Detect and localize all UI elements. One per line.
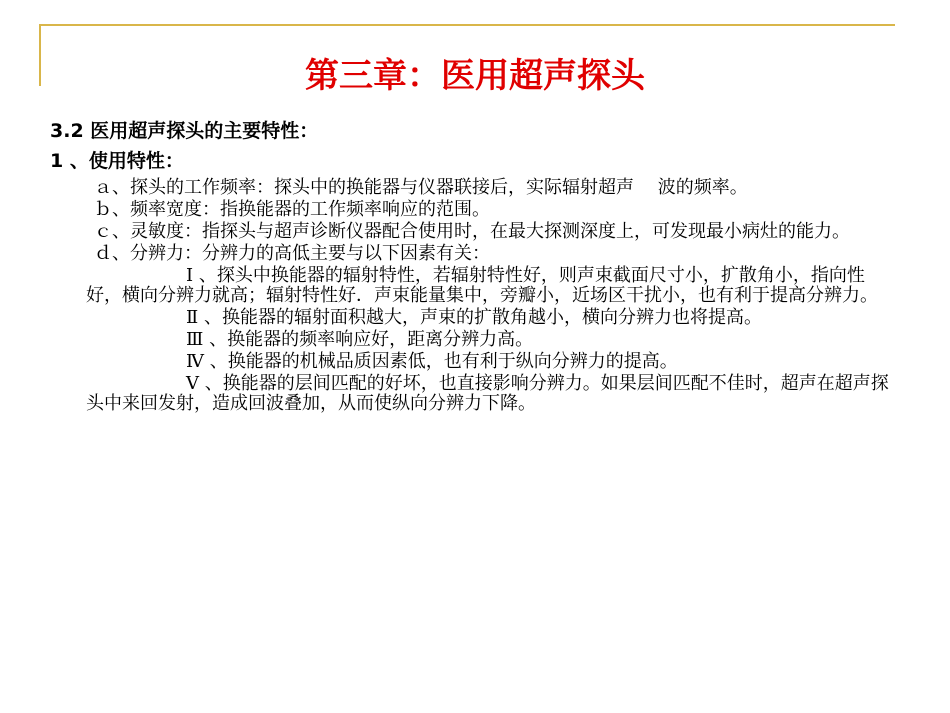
paragraph-factor-2: Ⅱ 、换能器的辐射面积越大，声束的扩散角越小，横向分辨力也将提高。 (186, 307, 762, 328)
frame-top-rule (39, 24, 895, 26)
subsection-heading: 1 、使用特性： (50, 150, 184, 172)
paragraph-factor-5: Ⅴ 、换能器的层间匹配的好坏，也直接影响分辨力。如果层间匹配不佳时，超声在超声探头中来回发射，造成回波叠加，从而使纵向分辨力下降。 (86, 373, 889, 414)
paragraph-resolution: ｄ、分辨力：分辨力的高低主要与以下因素有关： (94, 243, 490, 264)
slide-body (86, 178, 896, 416)
paragraph-factor-4: Ⅳ 、换能器的机械品质因素低，也有利于纵向分辨力的提高。 (186, 351, 678, 372)
paragraph-frequency-width: ｂ、频率宽度：指换能器的工作频率响应的范围。 (94, 199, 490, 220)
paragraph-operating-frequency: ａ、探头的工作频率：探头中的换能器与仪器联接后，实际辐射超声 波的频率。 (94, 177, 748, 198)
paragraph-factor-1: Ⅰ 、探头中换能器的辐射特性，若辐射特性好，则声束截面尺寸小，扩散角小，指向性好，横向分辨力就高；辐射特性好．声束能量集中，旁瓣小，近场区干扰小，也有利于提高分辨力。 (86, 265, 878, 306)
paragraph-factor-3: Ⅲ 、换能器的频率响应好，距离分辨力高。 (186, 329, 534, 350)
paragraph-sensitivity: ｃ、灵敏度：指探头与超声诊断仪器配合使用时，在最大探测深度上，可发现最小病灶的能力。 (94, 221, 850, 242)
section-heading: 3.2 医用超声探头的主要特性： (50, 120, 319, 142)
slide-title: 第三章：医用超声探头 (305, 56, 645, 96)
